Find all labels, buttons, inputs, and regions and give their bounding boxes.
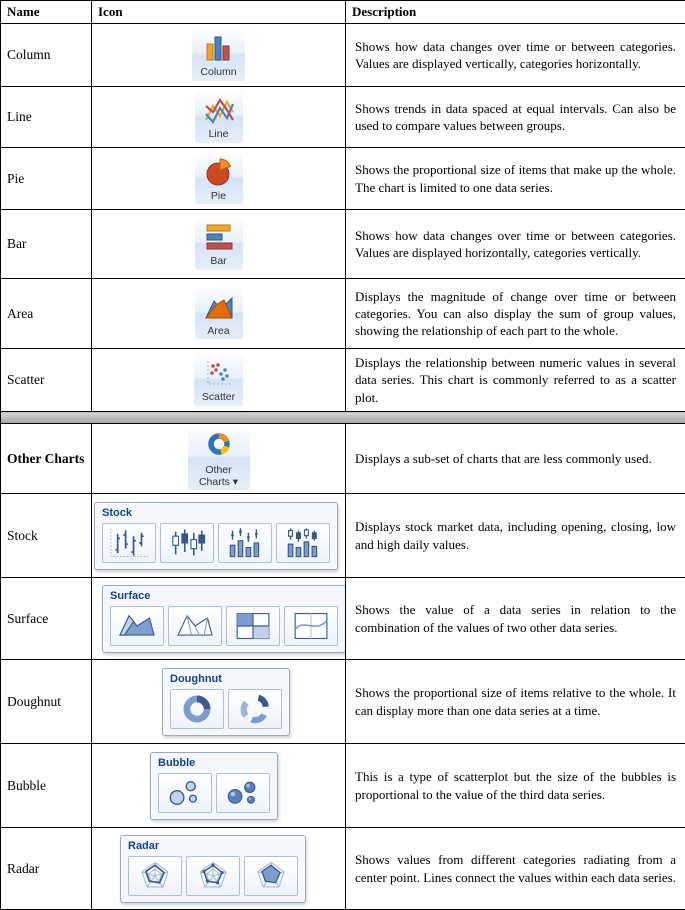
surface-contour-thumbnail[interactable] (226, 606, 280, 646)
row-description: Shows the value of a data series in relation to the combination of the values of two other data series. (346, 578, 685, 660)
other-charts-icon (203, 430, 235, 462)
bubble-thumbnail[interactable] (158, 773, 212, 813)
table-row (1, 660, 685, 744)
ribbon-button-label: Column (200, 66, 236, 78)
surface-gallery-panel (102, 585, 346, 653)
row-name-line: Line (1, 87, 92, 148)
stock-high-low-close-thumbnail[interactable] (102, 523, 156, 563)
section-divider (1, 412, 685, 424)
row-description: Shows the proportional size of items that make up the whole. The chart is limited to one data series. (346, 148, 685, 210)
row-name-bar: Bar (1, 210, 92, 279)
icon-cell (92, 279, 346, 349)
radar-gallery-title: Radar (128, 840, 298, 852)
table-row (1, 210, 685, 279)
row-name-pie: Pie (1, 148, 92, 210)
ribbon-button-label: Scatter (202, 391, 235, 403)
row-name-stock: Stock (1, 494, 92, 578)
line-chart-button[interactable] (195, 91, 243, 142)
bubble-gallery-title: Bubble (158, 757, 270, 769)
doughnut-gallery-title: Doughnut (170, 673, 282, 685)
surface-wireframe-contour-thumbnail[interactable] (284, 606, 338, 646)
surface-wireframe-thumbnail[interactable] (168, 606, 222, 646)
row-name-scatter: Scatter (1, 349, 92, 412)
row-name-doughnut: Doughnut (1, 660, 92, 744)
stock-volume-high-low-close-thumbnail[interactable] (218, 523, 272, 563)
column-chart-icon (203, 32, 235, 64)
icon-cell (92, 349, 346, 412)
row-description: Displays the relationship between numeric values in several data series. This chart is commonly referred to as a scatter plot. (346, 349, 685, 412)
header-name: Name (1, 1, 92, 24)
row-description: Shows values from different categories radiating from a center point. Lines connect the values within each data series. (346, 828, 685, 910)
stock-gallery-panel (94, 502, 338, 570)
surface-thumbnails (110, 606, 338, 646)
row-description: Shows the proportional size of items relative to the whole. It can display more than one data series at a time. (346, 660, 685, 744)
row-description: Displays a sub-set of charts that are less commonly used. (346, 424, 685, 494)
table-row (1, 148, 685, 210)
column-chart-button[interactable] (192, 29, 244, 80)
section-divider-row (1, 412, 685, 424)
other-charts-button[interactable] (188, 427, 250, 490)
row-description: Shows how data changes over time or between categories. Values are displayed horizontally, categories vertically. (346, 210, 685, 279)
pie-chart-button[interactable] (195, 153, 243, 204)
area-chart-icon (203, 291, 235, 323)
icon-cell (92, 210, 346, 279)
exploded-doughnut-thumbnail[interactable] (228, 689, 282, 729)
row-name-area: Area (1, 279, 92, 349)
icon-cell (92, 24, 346, 87)
icon-cell (92, 148, 346, 210)
icon-cell (92, 424, 346, 494)
header-icon: Icon (92, 1, 346, 24)
doughnut-thumbnail[interactable] (170, 689, 224, 729)
radar-thumbnail[interactable] (128, 856, 182, 896)
row-description: This is a type of scatterplot but the size of the bubbles is proportional to the value of the third data series. (346, 744, 685, 828)
ribbon-button-label: Pie (211, 190, 226, 202)
bubble-thumbnails (158, 773, 270, 813)
row-name-radar: Radar (1, 828, 92, 910)
table-row (1, 279, 685, 349)
scatter-chart-icon (202, 357, 234, 389)
radar-with-markers-thumbnail[interactable] (186, 856, 240, 896)
header-row (1, 1, 685, 24)
icon-cell (92, 660, 346, 744)
header-description: Description (346, 1, 685, 24)
ribbon-button-label: Bar (210, 255, 226, 267)
pie-chart-icon (203, 156, 235, 188)
stock-gallery-title: Stock (102, 507, 330, 519)
table-row (1, 744, 685, 828)
radar-gallery-panel (120, 835, 306, 903)
row-name-column: Column (1, 24, 92, 87)
table-row (1, 828, 685, 910)
icon-cell (92, 744, 346, 828)
line-chart-icon (203, 94, 235, 126)
row-name-other-charts: Other Charts (1, 424, 92, 494)
table-row (1, 349, 685, 412)
row-name-surface: Surface (1, 578, 92, 660)
bar-chart-button[interactable] (195, 218, 243, 269)
table-row (1, 24, 685, 87)
table-row (1, 87, 685, 148)
bubble-gallery-panel (150, 752, 278, 820)
surface-gallery-title: Surface (110, 590, 338, 602)
stock-open-high-low-close-thumbnail[interactable] (160, 523, 214, 563)
area-chart-button[interactable] (195, 288, 243, 339)
stock-thumbnails (102, 523, 330, 563)
ribbon-button-label: Line (209, 128, 229, 140)
row-description: Shows trends in data spaced at equal intervals. Can also be used to compare values between groups. (346, 87, 685, 148)
row-description: Displays stock market data, including opening, closing, low and high daily values. (346, 494, 685, 578)
stock-volume-open-high-low-close-thumbnail[interactable] (276, 523, 330, 563)
filled-radar-thumbnail[interactable] (244, 856, 298, 896)
table-row (1, 494, 685, 578)
row-description: Shows how data changes over time or between categories. Values are displayed vertically, categories horizontally. (346, 24, 685, 87)
icon-cell (92, 494, 346, 578)
icon-cell (92, 828, 346, 910)
doughnut-thumbnails (170, 689, 282, 729)
bar-chart-icon (203, 221, 235, 253)
doughnut-gallery-panel (162, 668, 290, 736)
ribbon-button-label: Other Charts ▾ (196, 464, 242, 488)
icon-cell (92, 87, 346, 148)
radar-thumbnails (128, 856, 298, 896)
table-row (1, 578, 685, 660)
row-name-bubble: Bubble (1, 744, 92, 828)
icon-cell (92, 578, 346, 660)
table-row (1, 424, 685, 494)
row-description: Displays the magnitude of change over time or between categories. You can also display the sum of group values, showing the relationship of each part to the whole. (346, 279, 685, 349)
ribbon-button-label: Area (207, 325, 229, 337)
bubble-3d-thumbnail[interactable] (216, 773, 270, 813)
surface-3d-thumbnail[interactable] (110, 606, 164, 646)
scatter-chart-button[interactable] (194, 354, 243, 405)
